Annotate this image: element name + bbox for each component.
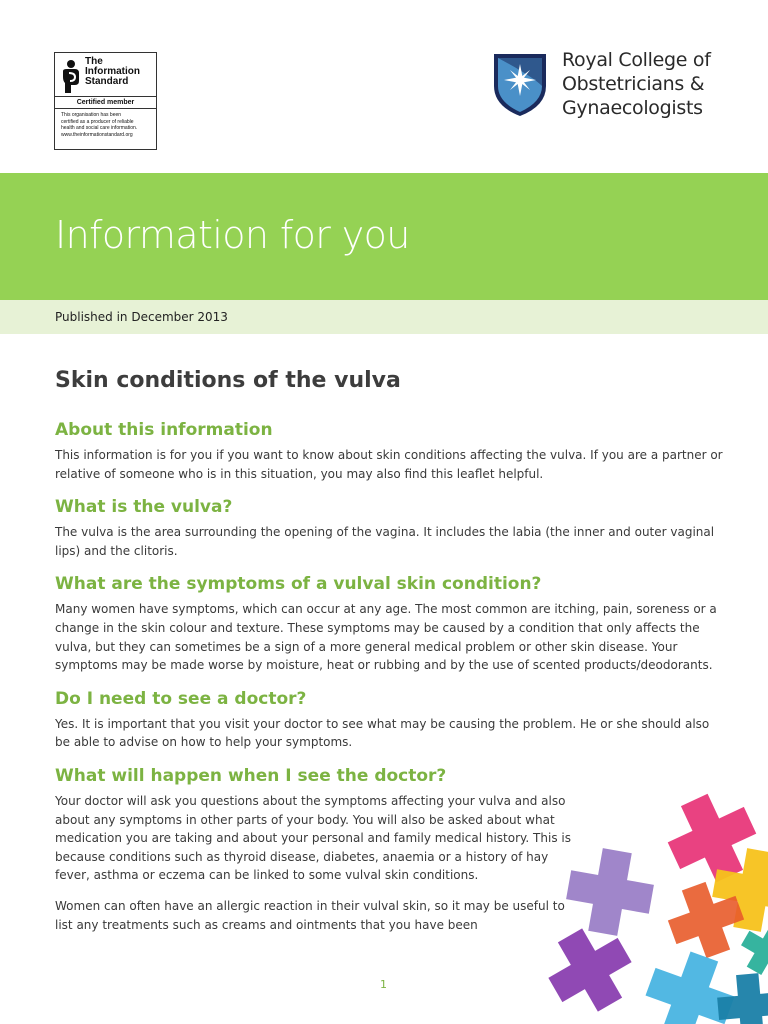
section-paragraph: Women can often have an allergic reaction in their vulval skin, so it may be useful to list any treatments such as creams and ointments that you have been xyxy=(55,898,565,932)
section-paragraph: Many women have symptoms, which can occur at any age. The most common are itching, pain, soreness or a change in the skin colour and texture. These symptoms may be caused by a condition that only affects the vulva, but they can sometimes be a sign of a more general medical problem or other skin disease. Your symptoms may be made worse by moisture, heat or rubbing and by the use of scented products/deodorants. xyxy=(55,602,717,673)
cert-description-line: health and social care information. xyxy=(61,125,138,132)
organisation-name-line: Obstetricians & xyxy=(562,73,705,95)
decorative-crosses-graphic xyxy=(540,780,768,1024)
certified-member-label: Certified member xyxy=(55,96,156,109)
section-paragraph: Yes. It is important that you visit your doctor to see what may be causing the problem. He or she should also be able to advise on how to help your symptoms. xyxy=(55,716,710,750)
section-paragraph: This information is for you if you want to know about skin conditions affecting the vulva. If you are a partner or relative of someone who is in this situation, you may also find this leaflet helpful. xyxy=(55,448,723,481)
cert-description-line: certified as a producer of reliable xyxy=(61,118,134,125)
organisation-name-line: Royal College of xyxy=(562,49,711,71)
organisation-name-line: Gynaecologists xyxy=(562,97,703,119)
cert-name-line: Standard xyxy=(85,76,129,87)
organisation-name xyxy=(562,48,762,120)
rcog-shield-icon xyxy=(492,52,548,118)
cert-description-line: This organisation has been xyxy=(61,112,122,118)
information-standard-logo-icon xyxy=(61,59,81,95)
title-banner xyxy=(0,173,768,300)
page-number: 1 xyxy=(380,978,387,991)
information-standard-name xyxy=(85,57,155,87)
banner-title: Information for you xyxy=(55,213,410,257)
cert-name-line: The xyxy=(85,56,103,67)
section-heading: What will happen when I see the doctor? xyxy=(55,765,447,786)
cert-description-line: www.theinformationstandard.org xyxy=(61,131,133,138)
section-heading: What is the vulva? xyxy=(55,497,233,518)
section-heading: Do I need to see a doctor? xyxy=(55,688,307,709)
cert-name-line: Information xyxy=(85,66,140,77)
section-heading: What are the symptoms of a vulval skin condition? xyxy=(55,574,542,595)
section-paragraph: The vulva is the area surrounding the opening of the vagina. It includes the labia (the inner and outer vaginal lips) and the clitoris. xyxy=(55,525,715,558)
document-title: Skin conditions of the vulva xyxy=(55,368,401,393)
section-heading: About this information xyxy=(55,420,273,440)
section-paragraph: Your doctor will ask you questions about the symptoms affecting your vulva and also about any symptoms in other parts of your body. You will also be asked about what medication you are taking and about your personal and family medical history. This is because conditions such as thyroid disease, diabetes, anaemia or a history of hay fever, asthma or eczema can be linked to some vulval skin conditions. xyxy=(55,793,571,883)
certification-description xyxy=(61,112,155,138)
published-bar xyxy=(0,300,768,334)
published-date: Published in December 2013 xyxy=(55,310,228,324)
information-standard-badge xyxy=(54,52,157,150)
